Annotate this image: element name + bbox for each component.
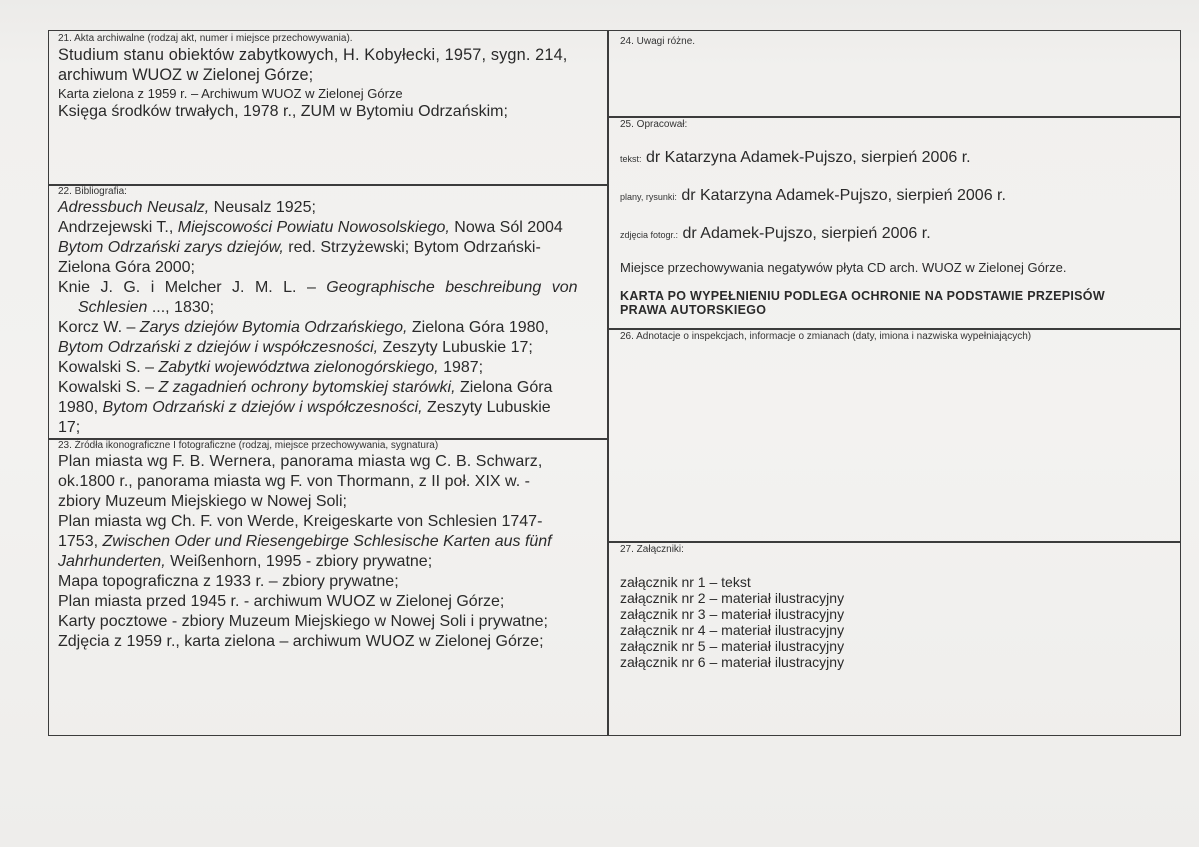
attachment-item: załącznik nr 5 – materiał ilustracyjny xyxy=(620,638,845,654)
archive-line: Karta zielona z 1959 r. – Archiwum WUOZ w Zielonej Górze xyxy=(58,86,403,101)
text-author-row xyxy=(620,148,1176,168)
bibliography-entry-cont: Schlesien ..., 1830; xyxy=(78,299,215,316)
section-25-header: 25. Opracował: xyxy=(620,119,688,130)
source-line: Mapa topograficzna z 1933 r. – zbiory prywatne; xyxy=(58,573,399,590)
bibliography-entry-cont: 17; xyxy=(58,419,81,436)
bibliography-entry: Andrzejewski T., Miejscowości Powiatu Nowosolskiego, Nowa Sól 2004 xyxy=(58,219,563,236)
section-26-header: 26. Adnotacje o inspekcjach, informacje o zmianach (daty, imiona i nazwiska wypełniających) xyxy=(620,331,1032,342)
source-line: Jahrhunderten, Weißenhorn, 1995 - zbiory prywatne; xyxy=(58,553,433,570)
source-line: Karty pocztowe - zbiory Muzeum Miejskiego w Nowej Soli i prywatne; xyxy=(58,613,548,630)
divider-26-27 xyxy=(607,541,1181,543)
section-26-annotations xyxy=(620,331,1176,343)
bibliography-entry: Kowalski S. – Z zagadnień ochrony bytomskiej starówki, Zielona Góra xyxy=(58,379,553,396)
bibliography-entry-cont: Bytom Odrzański z dziejów i współczesności, Zeszyty Lubuskie 17; xyxy=(58,339,533,356)
divider-25-26 xyxy=(607,328,1181,330)
attachment-item: załącznik nr 2 – materiał ilustracyjny xyxy=(620,590,845,606)
attachment-item: załącznik nr 3 – materiał ilustracyjny xyxy=(620,606,845,622)
source-line: Plan miasta przed 1945 r. - archiwum WUOZ w Zielonej Górze; xyxy=(58,593,505,610)
section-25-prepared-by xyxy=(620,119,1176,317)
bibliography-entry-cont: Zielona Góra 2000; xyxy=(58,259,195,276)
source-line: 1753, Zwischen Oder und Riesengebirge Schlesische Karten aus fünf xyxy=(58,533,552,550)
source-line: Zdjęcia z 1959 r., karta zielona – archiwum WUOZ w Zielonej Górze; xyxy=(58,633,544,650)
section-23-iconographic xyxy=(58,440,603,652)
archive-line: Księga środków trwałych, 1978 r., ZUM w Bytomiu Odrzańskim; xyxy=(58,103,508,120)
drawings-author-row xyxy=(620,186,1176,206)
photos-author-row xyxy=(620,224,1176,244)
section-21-archives xyxy=(58,33,603,122)
section-22-bibliography xyxy=(58,186,603,438)
photos-author-label: zdjęcia fotogr.: xyxy=(620,230,679,240)
archive-line: Studium stanu obiektów zabytkowych, H. Kobyłecki, 1957, sygn. 214, xyxy=(58,46,568,64)
section-22-header: 22. Bibliografia: xyxy=(58,186,127,197)
bibliography-entry: Knie J. G. i Melcher J. M. L. – Geographische beschreibung von xyxy=(58,279,578,296)
source-line: Plan miasta wg Ch. F. von Werde, Kreigeskarte von Schlesien 1747- xyxy=(58,513,543,530)
divider-24-25 xyxy=(607,116,1181,118)
section-23-header: 23. Źródła ikonograficzne I fotograficzne (rodzaj, miejsce przechowywania, sygnatura) xyxy=(58,440,439,451)
copyright-note-cont: PRAWA AUTORSKIEGO xyxy=(620,303,767,317)
archive-line: archiwum WUOZ w Zielonej Górze; xyxy=(58,66,314,84)
bibliography-entry: Adressbuch Neusalz, Neusalz 1925; xyxy=(58,199,316,216)
section-27-header: 27. Załączniki: xyxy=(620,544,684,555)
source-line: zbiory Muzeum Miejskiego w Nowej Soli; xyxy=(58,493,347,510)
text-author-label: tekst: xyxy=(620,154,642,164)
bibliography-entry-cont: 1980, Bytom Odrzański z dziejów i współczesności, Zeszyty Lubuskie xyxy=(58,399,551,416)
attachment-item: załącznik nr 1 – tekst xyxy=(620,574,751,590)
section-24-header: 24. Uwagi różne. xyxy=(620,36,696,47)
drawings-author-label: plany, rysunki: xyxy=(620,192,677,202)
source-line: ok.1800 r., panorama miasta wg F. von Thormann, z II poł. XIX w. - xyxy=(58,473,530,490)
section-21-header: 21. Akta archiwalne (rodzaj akt, numer i miejsce przechowywania). xyxy=(58,33,353,44)
drawings-author-value: dr Katarzyna Adamek-Pujszo, sierpień 2006 r. xyxy=(681,187,1006,204)
negatives-storage: Miejsce przechowywania negatywów płyta CD arch. WUOZ w Zielonej Górze. xyxy=(620,260,1067,275)
source-line: Plan miasta wg F. B. Wernera, panorama miasta wg C. B. Schwarz, xyxy=(58,453,543,470)
attachment-list xyxy=(620,574,1176,670)
bibliography-entry: Bytom Odrzański zarys dziejów, red. Strzyżewski; Bytom Odrzański- xyxy=(58,239,541,256)
photos-author-value: dr Adamek-Pujszo, sierpień 2006 r. xyxy=(682,225,931,242)
attachment-item: załącznik nr 6 – materiał ilustracyjny xyxy=(620,654,845,670)
bibliography-entry: Korcz W. – Zarys dziejów Bytomia Odrzańskiego, Zielona Góra 1980, xyxy=(58,319,549,336)
column-divider xyxy=(607,30,609,736)
copyright-note: KARTA PO WYPEŁNIENIU PODLEGA OCHRONIE NA PODSTAWIE PRZEPISÓW xyxy=(620,289,1105,303)
section-27-attachments xyxy=(620,544,1176,670)
text-author-value: dr Katarzyna Adamek-Pujszo, sierpień 2006 r. xyxy=(645,149,971,166)
bibliography-entry: Kowalski S. – Zabytki województwa zielonogórskiego, 1987; xyxy=(58,359,484,376)
section-24-remarks xyxy=(620,36,1170,48)
attachment-item: załącznik nr 4 – materiał ilustracyjny xyxy=(620,622,845,638)
